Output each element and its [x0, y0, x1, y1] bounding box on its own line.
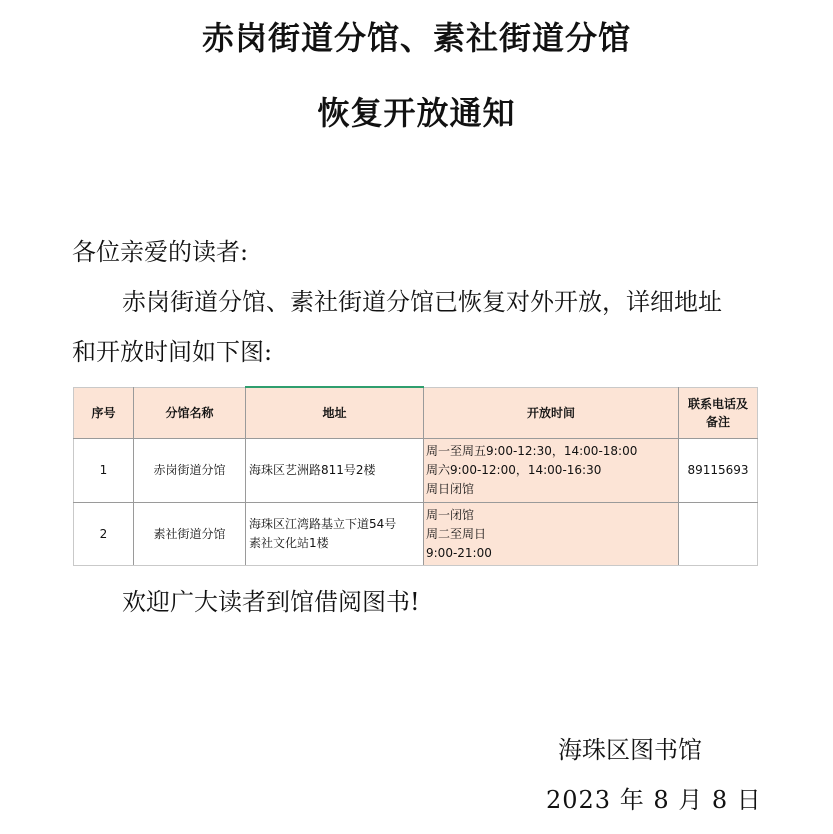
hours-line-1: 周一至周五9:00-12:30，14:00-18:00	[426, 444, 638, 458]
table-row	[74, 503, 758, 566]
greeting: 各位亲爱的读者:	[72, 238, 249, 266]
paragraph-line-1: 赤岗街道分馆、素社街道分馆已恢复对外开放，详细地址	[122, 288, 722, 316]
header-address: 地址	[246, 387, 424, 439]
cell-address	[246, 439, 424, 503]
table-row	[74, 439, 758, 503]
hours-line-3: 周日闭馆	[426, 482, 475, 496]
cell-contact	[679, 503, 758, 566]
cell-index: 1	[74, 439, 134, 503]
hours-line-2: 周六9:00-12:00，14:00-16:30	[426, 463, 602, 477]
signature-organization: 海珠区图书馆	[558, 736, 702, 764]
header-contact	[679, 387, 758, 439]
header-hours: 开放时间	[424, 387, 679, 439]
hours-line-3: 9:00-21:00	[426, 545, 492, 560]
cell-index: 2	[74, 503, 134, 566]
signature-date: 2023 年 8 月 8 日	[546, 786, 762, 814]
hours-line-2: 周二至周日	[426, 526, 487, 541]
hours-line-1: 周一闭馆	[426, 507, 475, 522]
notice-subtitle: 恢复开放通知	[317, 94, 516, 132]
address-line-1: 海珠区艺洲路811号2楼	[249, 463, 376, 477]
header-branch-name: 分馆名称	[134, 387, 246, 439]
cell-contact: 89115693	[679, 439, 758, 503]
address-line-1: 海珠区江湾路基立下道54号	[249, 517, 397, 531]
branch-hours-table	[73, 386, 758, 566]
notice-title: 赤岗街道分馆、素社街道分馆	[201, 19, 631, 57]
header-contact-line-2: 备注	[705, 414, 730, 429]
cell-hours	[424, 503, 679, 566]
paragraph-line-2: 和开放时间如下图:	[72, 338, 273, 366]
header-contact-line-1: 联系电话及	[687, 396, 748, 411]
address-line-2: 素社文化站1楼	[249, 536, 329, 550]
closing-line: 欢迎广大读者到馆借阅图书!	[122, 588, 420, 616]
cell-address	[246, 503, 424, 566]
cell-branch-name: 素社街道分馆	[134, 503, 246, 566]
cell-branch-name: 赤岗街道分馆	[134, 439, 246, 503]
table-header-row	[74, 387, 758, 439]
header-index: 序号	[74, 387, 134, 439]
cell-hours	[424, 439, 679, 503]
